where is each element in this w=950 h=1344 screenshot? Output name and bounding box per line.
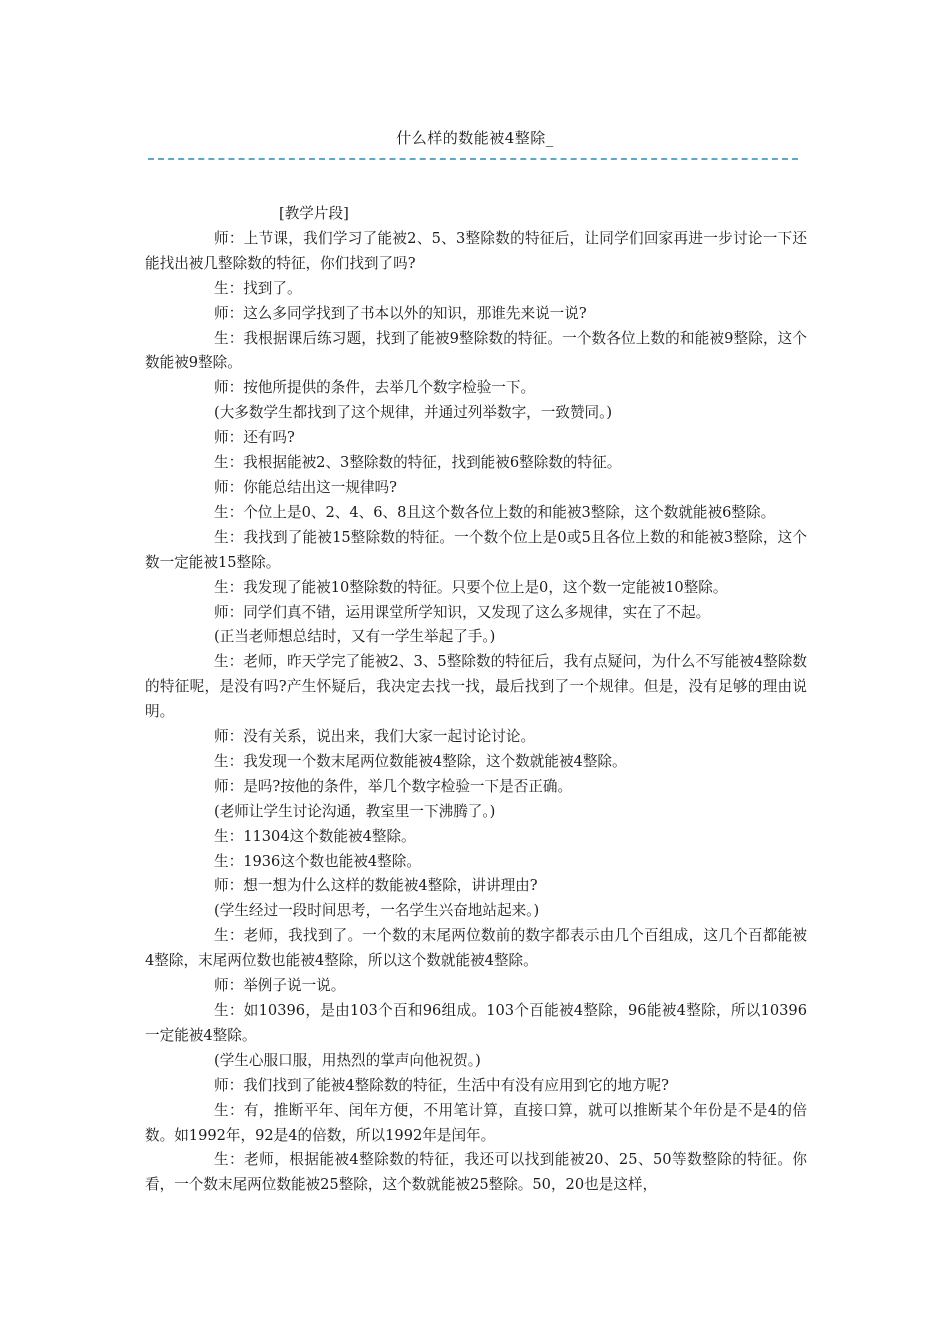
paragraph: 生：我发现一个数末尾两位数能被4整除，这个数就能被4整除。 — [214, 752, 627, 770]
paragraph: (老师让学生讨论沟通，教室里一下沸腾了。) — [214, 802, 496, 820]
paragraph: (大多数学生都找到了这个规律，并通过列举数字，一致赞同。) — [214, 404, 613, 422]
paragraph: 师：这么多同学找到了书本以外的知识，那谁先来说一说? — [214, 304, 587, 322]
paragraph: 师：没有关系，说出来，我们大家一起讨论讨论。 — [214, 728, 536, 746]
paragraph: 师：我们找到了能被4整除数的特征，生活中有没有应用到它的地方呢? — [214, 1076, 669, 1094]
document-title: 什么样的数能被4整除_ — [396, 129, 554, 147]
paragraph: 师：同学们真不错，运用课堂所学知识，又发现了这么多规律，实在了不起。 — [214, 603, 711, 621]
paragraph: 生：如10396，是由103个百和96组成。103个百能被4整除，96能被4整除，所以10396一定能被4整除。 — [145, 1002, 807, 1044]
paragraph: 生：个位上是0、2、4、6、8且这个数各位上数的和能被3整除，这个数就能被6整除。 — [214, 503, 776, 521]
document-body — [145, 202, 807, 1198]
paragraph: 师：是吗?按他的条件，举几个数字检验一下是否正确。 — [214, 777, 573, 795]
paragraph: (学生经过一段时间思考，一名学生兴奋地站起来。) — [214, 902, 540, 920]
paragraph: 生：1936这个数也能被4整除。 — [214, 852, 421, 870]
paragraph: 生：11304这个数能被4整除。 — [214, 827, 416, 845]
paragraph: 师：想一想为什么这样的数能被4整除，讲讲理由? — [214, 877, 538, 895]
paragraph: 生：我找到了能被15整除数的特征。一个数个位上是0或5且各位上数的和能被3整除，这个数一定能被15整除。 — [145, 528, 807, 571]
paragraph: (学生心服口服，用热烈的掌声向他祝贺。) — [214, 1051, 481, 1069]
paragraph: 生：老师，根据能被4整除数的特征，我还可以找到能被20、25、50等数整除的特征。你看，一个数末尾两位数能被25整除，这个数就能被25整除。50，20也是这样， — [145, 1151, 807, 1194]
paragraph: (正当老师想总结时，又有一学生举起了手。) — [214, 628, 496, 646]
paragraph: 生：找到了。 — [214, 279, 302, 297]
paragraph: 生：我根据能被2、3整除数的特征，找到能被6整除数的特征。 — [214, 454, 622, 472]
paragraph: 师：上节课，我们学习了能被2、5、3整除数的特征后，让同学们回家再进一步讨论一下还能找出被几整除数的特征，你们找到了吗? — [145, 229, 807, 272]
paragraph: 生：老师，我找到了。一个数的末尾两位数前的数字都表示由几个百组成，这几个百都能被4整除，末尾两位数也能被4整除，所以这个数就能被4整除。 — [145, 927, 807, 970]
paragraph: 生：老师，昨天学完了能被2、3、5整除数的特征后，我有点疑问，为什么不写能被4整除数的特征呢，是没有吗?产生怀疑后，我决定去找一找，最后找到了一个规律。但是，没有足够的理由说明。 — [145, 653, 807, 721]
paragraph: 生：我发现了能被10整除数的特征。只要个位上是0，这个数一定能被10整除。 — [214, 578, 728, 596]
paragraph: 生：我根据课后练习题，找到了能被9整除数的特征。一个数各位上数的和能被9整除，这个数能被9整除。 — [145, 329, 807, 372]
paragraph: 师：还有吗? — [214, 429, 295, 447]
title-divider — [148, 158, 798, 160]
paragraph: 师：按他所提供的条件，去举几个数字检验一下。 — [214, 379, 536, 397]
paragraph: 师：你能总结出这一规律吗? — [214, 478, 397, 496]
section-label: [教学片段] — [279, 205, 349, 222]
paragraph: 师：举例子说一说。 — [214, 977, 346, 995]
paragraph: 生：有，推断平年、闰年方便，不用笔计算，直接口算，就可以推断某个年份是不是4的倍数。如1992年，92是4的倍数，所以1992年是闰年。 — [145, 1101, 807, 1144]
